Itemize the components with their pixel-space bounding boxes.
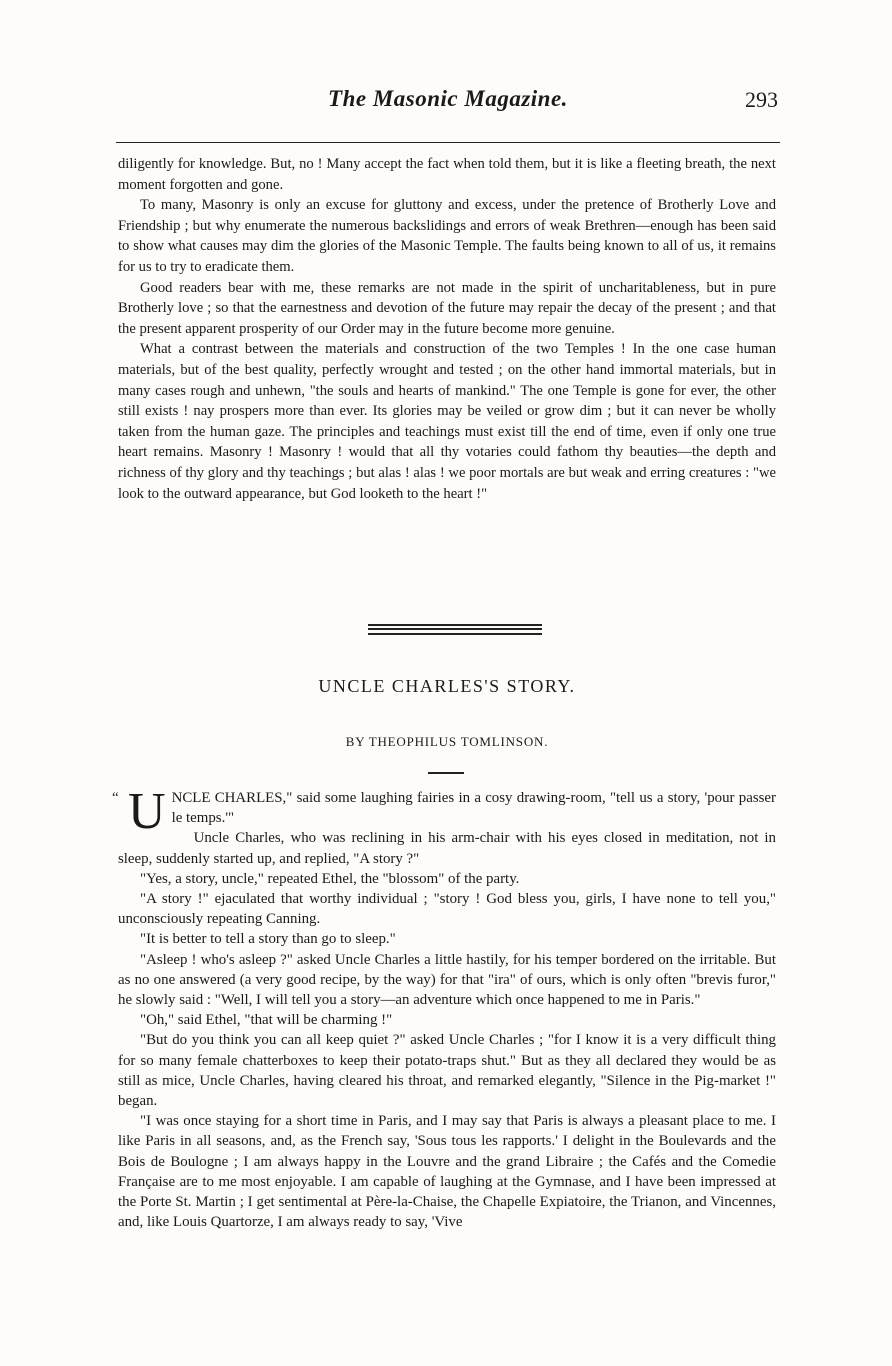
paragraph: "I was once staying for a short time in Paris, and I may say that Paris is always a pleasant place to me. I like Paris in all seasons, and, as the French say, 'Sous tous les rapports.' I delight in the Boulevards and the Bois de Boulogne ; I am always happy in the Louvre and the grand Libraire ; the Cafés and the Comedie Française are to me most enjoyable. I am capable of laughing at the Gymnase, and I have been impressed at the Porte St. Martin ; I get sentimental at Père-la-Chaise, the Chapelle Expiatoire, the Trianon, and Vincennes, and, like Louis Quartorze, I am always ready to say, 'Vive <box>118 1113 776 1231</box>
paragraph: What a contrast between the materials and construction of the two Temples ! In the one case human materials, but of the best quality, perfectly wrought and tested ; on the other hand immortal materials, but in many cases rough and unhewn, "the souls and hearts of mankind." The one Temple is gone for ever, the other still exists ! nay prospers more than ever. Its glories may be veiled or grow dim ; but it can never be wholly taken from the human gaze. The principles and teachings must exist till the end of time, even if only one true heart remains. Masonry ! Masonry ! would that all thy votaries could fathom thy beauties—the depth and richness of thy glory and thy teachings ; but alas ! alas ! we poor mortals are but weak and erring creatures : "we look to the outward appearance, but God looketh to the heart !" <box>118 341 776 502</box>
running-head <box>118 86 778 116</box>
section-divider-bottom <box>368 633 542 635</box>
section-divider-middle <box>368 628 542 630</box>
paragraph: "Asleep ! who's asleep ?" asked Uncle Charles a little hastily, for his temper bordered on the irritable. But as no one answered (a very good recipe, by the way) for that "ira" of ours, which is only often "brevis furor," he slowly said : "Well, I will tell you a story—an adventure which once happened to me in Paris." <box>118 951 776 1009</box>
magazine-title: The Masonic Magazine. <box>328 86 568 111</box>
paragraph: "Yes, a story, uncle," repeated Ethel, the "blossom" of the party. <box>140 870 520 887</box>
byline-rule <box>428 772 464 774</box>
header-rule <box>116 142 780 143</box>
paragraph: "A story !" ejaculated that worthy individual ; "story ! God bless you, girls, I have none to tell you," unconsciously repeating Canning. <box>118 891 776 928</box>
story-title: UNCLE CHARLES'S STORY. <box>318 676 576 696</box>
paragraph: Uncle Charles, who was reclining in his arm-chair with his eyes closed in meditation, not in sleep, suddenly started up, and replied, "A story ?" <box>118 830 776 867</box>
opening-quote-mark: “ <box>112 790 119 806</box>
paragraph: Good readers bear with me, these remarks are not made in the spirit of uncharitableness, but in pure Brotherly love ; so that the earnestness and devotion of the future may repair the decay of the present ; and that the present apparent prosperity of our Order may in the future become more genuine. <box>118 279 776 337</box>
paragraph: "Oh," said Ethel, "that will be charming !" <box>140 1012 393 1029</box>
story-body <box>112 783 776 1232</box>
story-byline: BY THEOPHILUS TOMLINSON. <box>345 734 549 749</box>
paragraph: "It is better to tell a story than go to sleep." <box>140 931 396 948</box>
section-divider-top <box>368 624 542 626</box>
drop-cap: U <box>128 783 166 840</box>
page-number: 293 <box>745 87 778 112</box>
article-continuation <box>118 154 776 504</box>
paragraph: "But do you think you can all keep quiet ?" asked Uncle Charles ; "for I know it is a very difficult thing for so many female chatterboxes to keep their potato-traps shut." But as they all declared they would be as still as mice, Uncle Charles, having cleared his throat, and remarked elegantly, "Silence in the Pig-market !" began. <box>118 1032 776 1110</box>
paragraph: To many, Masonry is only an excuse for gluttony and excess, under the pretence of Brotherly Love and Friendship ; but why enumerate the numerous backslidings and errors of weak Brethren—enough has been said to show what causes may dim the glories of the Masonic Temple. The faults being known to all of us, it remains for us to try to eradicate them. <box>118 197 776 275</box>
opening-text: NCLE CHARLES," said some laughing fairies in a cosy drawing-room, "tell us a story, 'pour passer le temps.'" <box>171 790 776 827</box>
story-opening-paragraph <box>112 783 776 840</box>
paragraph: diligently for knowledge. But, no ! Many accept the fact when told them, but it is like a fleeting breath, the next moment forgotten and gone. <box>118 156 776 193</box>
